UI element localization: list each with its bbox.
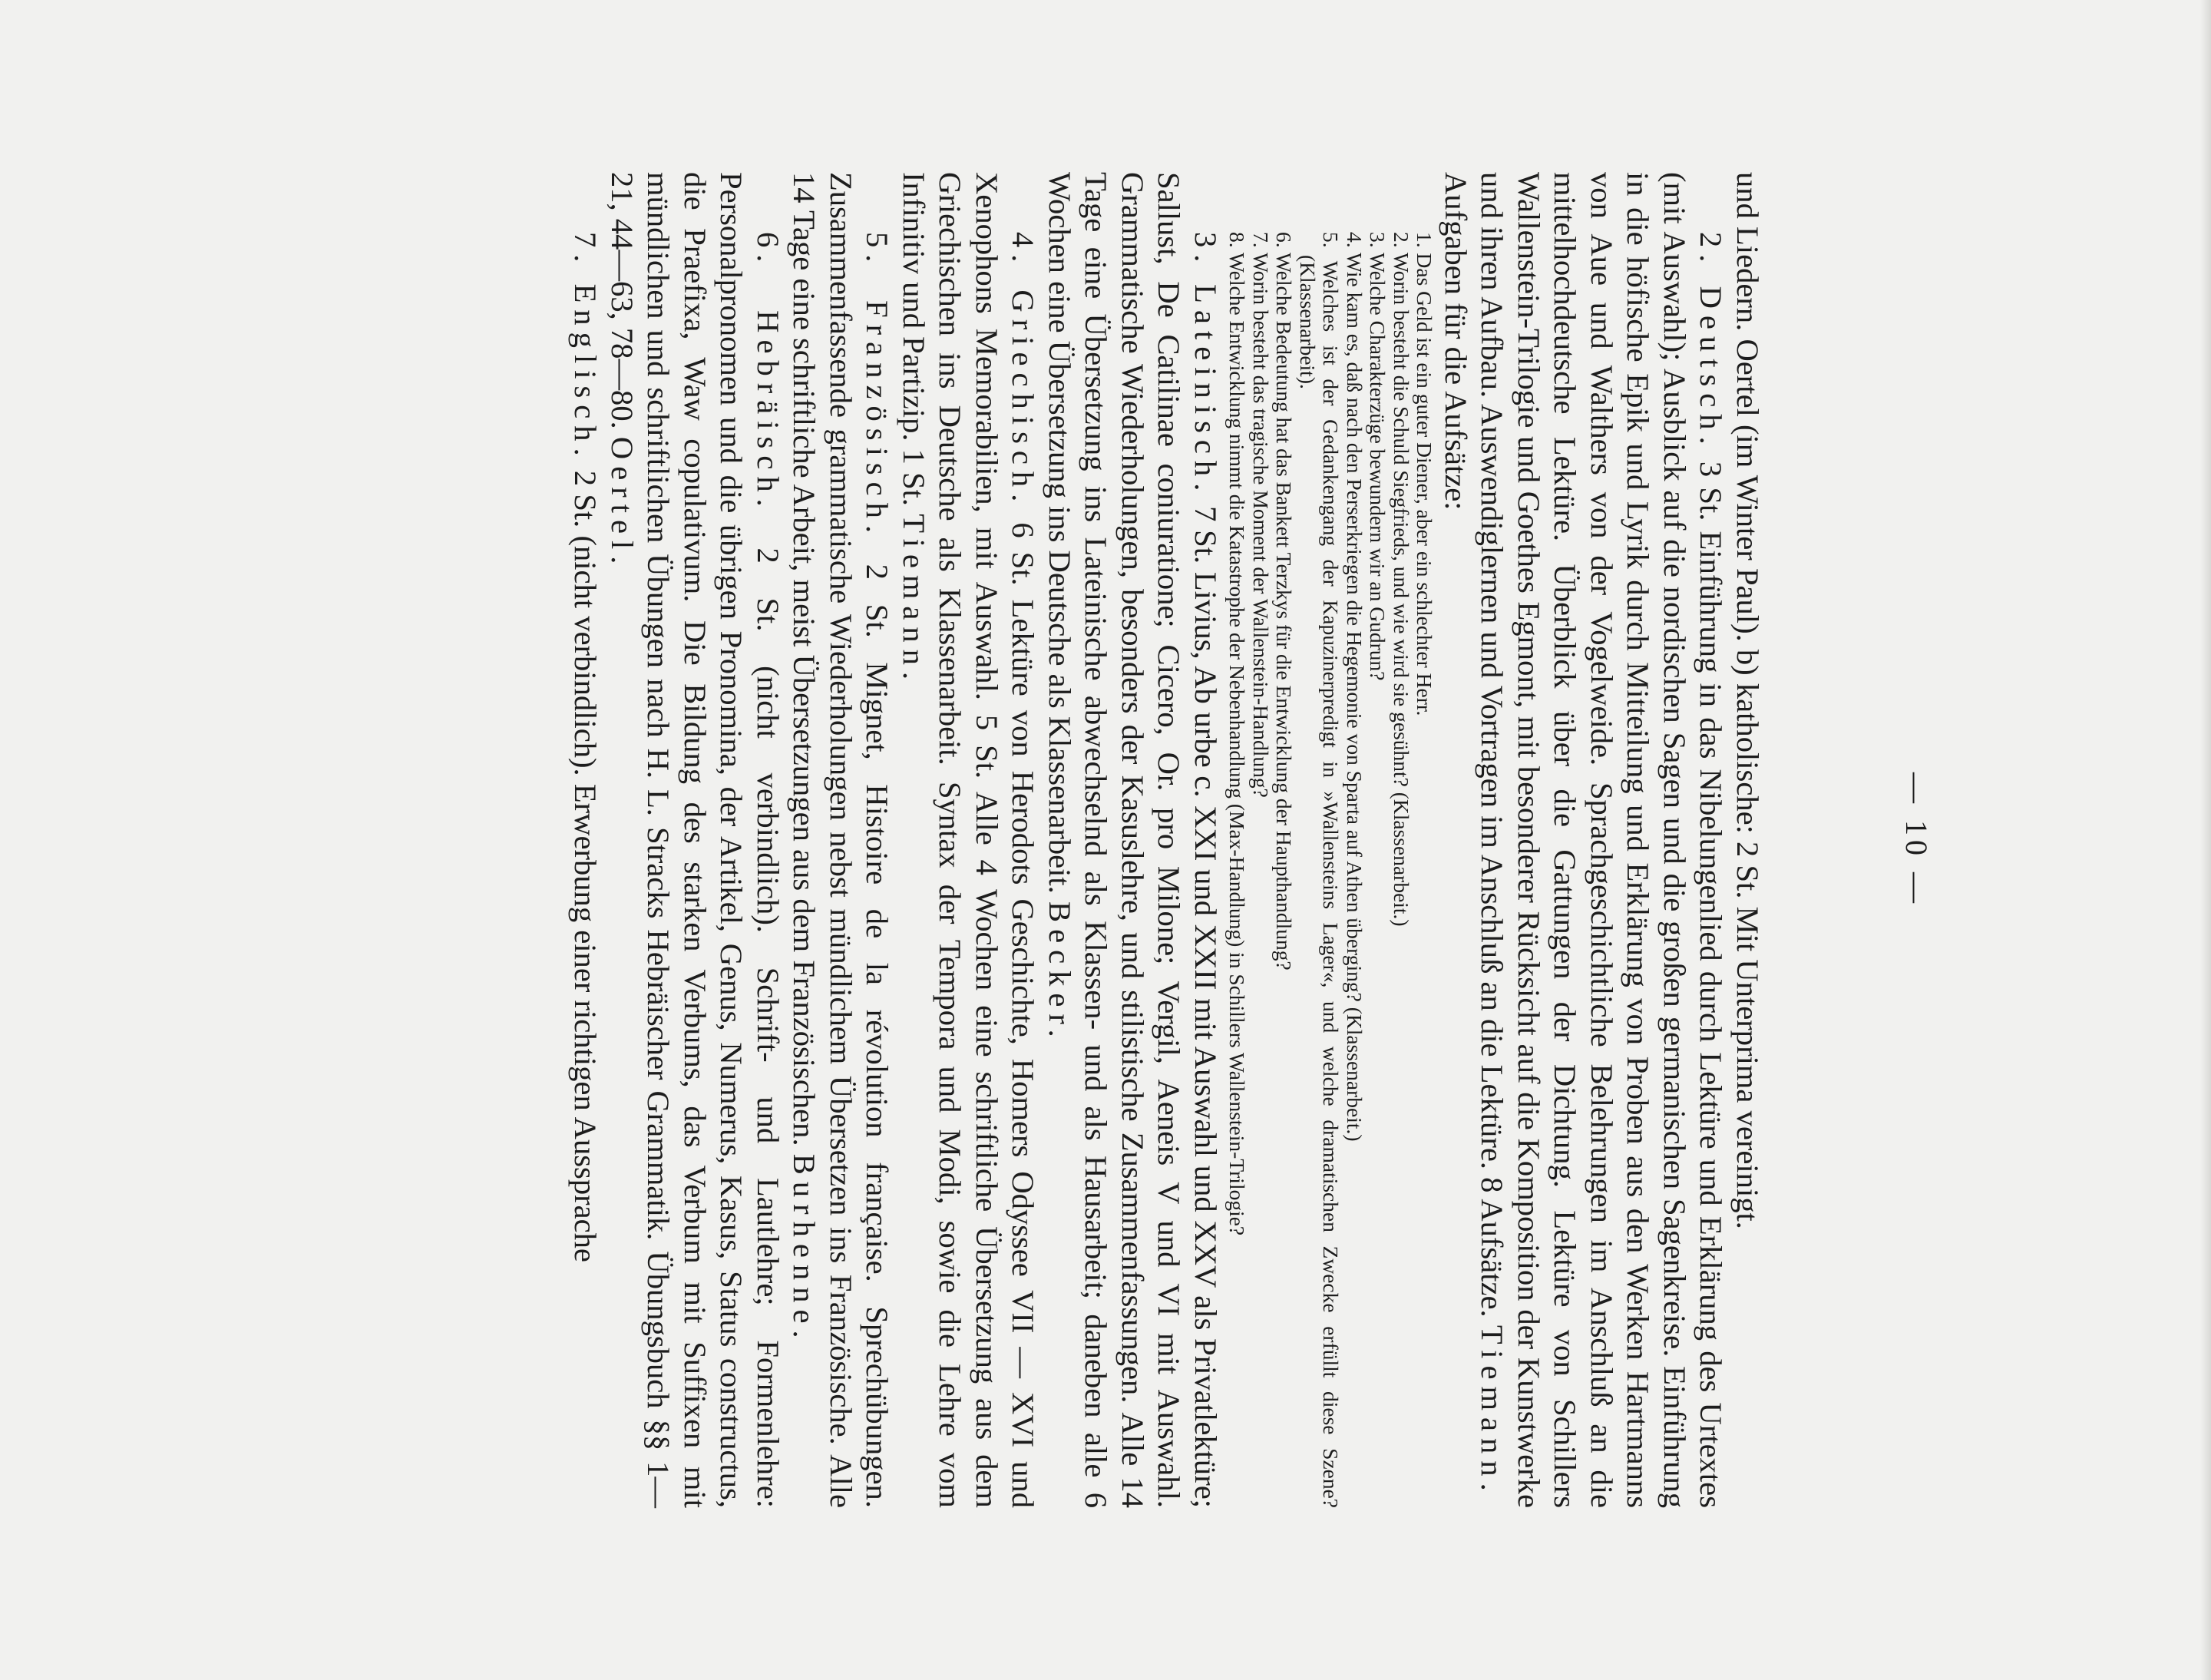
paragraph-franzoesisch — [786, 172, 896, 1508]
teacher-name: Tiemann. — [897, 514, 931, 687]
list-item: 4. Wie kam es, daß nach den Perserkriegen die Hegemonie von Sparta auf Athen überging? (Klassenarbeit.) — [1343, 232, 1367, 1142]
page-number: — 10 — — [1899, 772, 1934, 908]
rotated-page-content — [223, 72, 1988, 1608]
list-item: 3. Welche Charakterzüge bewundern wir an Gudrun? — [1366, 232, 1390, 681]
teacher-name: Becker. — [1043, 901, 1077, 1044]
paragraph-text: und Liedern. Oertel (im Winter Paul). b) katholische: 2 St. Mit Unterprima vereinigt. — [1730, 172, 1765, 1229]
subject-heading: 7. Englisch. — [568, 232, 603, 463]
aufsatz-task-list — [1225, 172, 1436, 1508]
subject-heading: 5. Französisch. — [860, 232, 895, 541]
subject-heading: 6. Hebräisch. — [751, 232, 785, 514]
aufsatz-tasks-heading: Aufgaben für die Aufsätze: — [1439, 172, 1473, 511]
list-item: 2. Worin besteht die Schuld Siegfrieds, und wie wird sie gesühnt? (Klassenarbeit.) — [1390, 232, 1413, 927]
paragraph-hebraeisch — [604, 172, 787, 1508]
teacher-name: Tiemann. — [1475, 1324, 1510, 1498]
subject-heading: 2. Deutsch. — [1694, 232, 1729, 451]
paragraph-text: 2 St. (nicht verbindlich). Erwerbung einer richtigen Aussprache — [568, 462, 603, 1262]
list-item: 7. Worin besteht das tragische Moment der Wallenstein-Handlung? — [1249, 232, 1273, 798]
paragraph-englisch — [567, 172, 604, 1508]
list-item: 1. Das Geld ist ein guter Diener, aber ein schlechter Herr. — [1413, 232, 1437, 716]
subject-heading: 3. Lateinisch. — [1188, 232, 1223, 498]
paragraph-text: 2 St. (nicht verbindlich). Schrift- und Lautlehre; Formenlehre: Personalpronomen und die übrigen Pronomina, der Artikel, Genus, Numerus, Kasus, Status constructus, die Praefixa, Waw copulativum. Die Bildung des starken Verbums, das Verbum mit Suffixen mit mündlichen und schriftlichen Übungen nach H. L. Stracks Hebräischer Grammatik. Übungsbuch §§ 1—21, 44—63, 78—80. — [605, 172, 785, 1508]
paragraph-lateinisch — [1042, 172, 1224, 1508]
teacher-name: Oertel. — [605, 436, 640, 571]
list-item: 8. Welche Entwicklung nimmt die Katastrophe der Nebenhandlung (Max-Handlung) in Schillers Wallenstein-Trilogie? — [1225, 232, 1250, 1236]
paragraph-text: 2 St. Mignet, Histoire de la révolution française. Sprechübungen. Zusammenfassende grammatische Wiederholungen nebst mündlichem Übersetzen ins Französische. Alle 14 Tage eine schriftliche Arbeit, meist Übersetzungen aus dem Französischen. — [787, 172, 895, 1508]
list-item: 5. Welches ist der Gedankengang der Kapuzinerpredigt in »Wallensteins Lager«, und welche dramatischen Zwecke erfüllt diese Szene? (Klassenarbeit). — [1296, 232, 1343, 1508]
page-spine-shadow — [2200, 0, 2211, 1680]
list-item: 6. Welche Bedeutung hat das Bankett Terzkys für die Entwicklung der Haupthandlung? — [1272, 232, 1297, 971]
paragraph-deutsch — [1474, 172, 1730, 1508]
document-body — [567, 172, 1766, 1508]
paragraph-griechisch — [896, 172, 1042, 1508]
paragraph-text: 3 St. Einführung in das Nibelungenlied durch Lektüre und Erklärung des Urtextes (mit Auswahl); Ausblick auf die nordischen Sagen und die großen germanischen Sagenkreise. Einführung in die höfische Epik und Lyrik durch Mitteilung und Erklärung von Proben aus den Werken Hartmanns von Aue und Walthers von der Vogelweide. Sprachgeschichtliche Belehrungen im Anschluß an die mittelhochdeutsche Lektüre. Überblick über die Gattungen der Dichtung. Lektüre von Schillers Wallenstein-Trilogie und Goethes Egmont, mit besonderer Rücksicht auf die Komposition der Kunstwerke und ihren Aufbau. Auswendiglernen und Vortragen im Anschluß an die Lektüre. 8 Aufsätze. — [1475, 172, 1729, 1508]
paragraph-text: 6 St. Lektüre von Herodots Geschichte, Homers Odyssee VII — XVI und Xenophons Memorabilien, mit Auswahl. 5 St. Alle 4 Wochen eine schriftliche Übersetzung aus dem Griechischen ins Deutsche als Klassenarbeit. Syntax der Tempora und Modi, sowie die Lehre vom Infinitiv und Partizip. 1 St. — [897, 172, 1041, 1508]
subject-heading: 4. Griechisch. — [1006, 232, 1041, 509]
paragraph-religion-end — [1730, 172, 1766, 1508]
paragraph-text: 7 St. Livius, Ab urbe c. XXI und XXII mit Auswahl und XXV als Privatlektüre; Sallust, De Catilinae coniuratione; Cicero, Or. pro Milone; Vergil, Aeneis V und VI mit Auswahl. Grammatische Wiederholungen, besonders der Kasuslehre, und stilistische Zusammenfassungen. Alle 14 Tage eine Übersetzung ins Lateinische abwechselnd als Klassen- und als Hausarbeit; daneben alle 6 Wochen eine Übersetzung ins Deutsche als Klassenarbeit. — [1043, 172, 1223, 1508]
teacher-name: Burhenne. — [787, 1153, 822, 1345]
